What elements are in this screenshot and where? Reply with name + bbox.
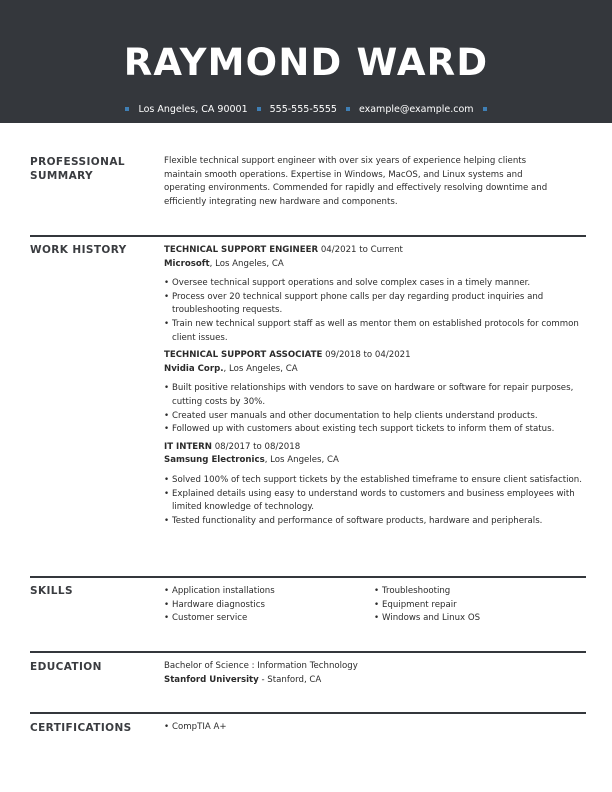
- summary-heading: [30, 155, 150, 183]
- skill-item: • Windows and Linux OS: [374, 612, 584, 626]
- work-heading: WORK HISTORY: [30, 244, 127, 256]
- education-location: - Stanford, CA: [258, 674, 322, 685]
- job-bullet: • Created user manuals and other documentation to help clients understand products.: [164, 410, 586, 424]
- job-bullet: • Solved 100% of tech support tickets by the established timeframe to ensure client satisfaction.: [164, 474, 586, 488]
- section-divider: [30, 712, 586, 714]
- education-school: Stanford University: [164, 674, 259, 685]
- job-location: , Los Angeles, CA: [209, 258, 284, 269]
- certifications-list: [164, 721, 586, 735]
- certification-item: • CompTIA A+: [164, 721, 586, 735]
- job-title: TECHNICAL SUPPORT ASSOCIATE: [164, 350, 323, 361]
- education-degree: Bachelor of Science : Information Technology: [164, 661, 358, 671]
- section-divider: [30, 576, 586, 578]
- job-employer: [164, 258, 586, 272]
- summary-line: Flexible technical support engineer with over six years of experience helping clients: [164, 156, 527, 166]
- job-bullet: • Built positive relationships with vendors to save on hardware or software for repair purposes, cutting costs by 30%.: [164, 382, 586, 409]
- job-company: Nvidia Corp.: [164, 363, 224, 374]
- job-bullets: [164, 277, 586, 345]
- section-divider: [30, 651, 586, 653]
- section-divider: [30, 235, 586, 237]
- job-title: IT INTERN: [164, 441, 212, 452]
- education-heading: EDUCATION: [30, 661, 102, 673]
- job-title: TECHNICAL SUPPORT ENGINEER: [164, 245, 319, 255]
- skills-list: [164, 585, 586, 626]
- certification-bullets: [164, 721, 586, 735]
- summary-line: maintain smooth operations. Expertise in Windows, MacOS, and Linux systems and: [164, 169, 523, 180]
- bullet-square-icon: [346, 107, 350, 111]
- summary-heading-line2: SUMMARY: [30, 170, 94, 182]
- bullet-square-icon: [483, 107, 487, 111]
- education-school-line: [164, 674, 586, 688]
- summary-line: efficiently integrating new hardware and components.: [164, 196, 398, 207]
- job-header: [164, 244, 586, 258]
- contact-phone: 555-555-5555: [269, 104, 337, 115]
- job-entry: [164, 349, 586, 437]
- job-entry: [164, 441, 586, 529]
- job-bullet: • Explained details using easy to understand words to customers and business employees with limited knowledge of technology.: [164, 488, 586, 515]
- contact-email[interactable]: example@example.com: [358, 104, 474, 115]
- job-dates: 09/2018 to 04/2021: [325, 350, 411, 361]
- bullet-square-icon: [257, 107, 261, 111]
- skill-item: • Customer service: [164, 612, 374, 626]
- job-employer: [164, 363, 586, 377]
- job-header: [164, 441, 586, 455]
- job-bullet: • Process over 20 technical support phone calls per day regarding product inquiries and troubleshooting requests.: [164, 291, 586, 318]
- job-bullet: • Oversee technical support operations and solve complex cases in a timely manner.: [164, 277, 586, 291]
- skill-item: • Application installations: [164, 585, 374, 599]
- job-bullets: [164, 474, 586, 528]
- job-employer: [164, 454, 586, 468]
- skills-column-left: [164, 585, 374, 626]
- bullet-square-icon: [125, 107, 129, 111]
- summary-text: [164, 155, 586, 209]
- job-company: Microsoft: [164, 258, 210, 269]
- header-band: [0, 0, 612, 123]
- job-bullet: • Followed up with customers about existing tech support tickets to inform them of status.: [164, 423, 586, 437]
- certifications-heading: CERTIFICATIONS: [30, 722, 132, 734]
- job-location: , Los Angeles, CA: [264, 455, 339, 466]
- skills-grid: [164, 585, 586, 626]
- job-company: Samsung Electronics: [164, 455, 265, 466]
- skill-item: • Troubleshooting: [374, 585, 584, 599]
- contact-line: [0, 103, 612, 117]
- contact-location: Los Angeles, CA 90001: [138, 104, 248, 115]
- job-dates: 08/2017 to 08/2018: [214, 441, 301, 452]
- skills-column-right: [374, 585, 584, 626]
- job-location: , Los Angeles, CA: [223, 363, 298, 374]
- candidate-name: RAYMOND WARD: [123, 41, 489, 84]
- skills-heading: SKILLS: [30, 585, 73, 597]
- skill-item: • Hardware diagnostics: [164, 599, 374, 613]
- work-list: [164, 244, 586, 532]
- job-entry: [164, 244, 586, 345]
- summary-heading-line1: PROFESSIONAL: [30, 156, 125, 168]
- job-bullet: • Tested functionality and performance of software products, hardware and peripherals.: [164, 515, 586, 529]
- education-entry: [164, 660, 586, 687]
- job-bullet: • Train new technical support staff as well as mentor them on established protocols for common client issues.: [164, 318, 586, 345]
- job-header: [164, 349, 586, 363]
- job-dates: 04/2021 to Current: [320, 245, 403, 255]
- job-bullets: [164, 382, 586, 436]
- summary-line: operating environments. Commended for rapidly and effectively resolving downtime and: [164, 183, 548, 194]
- skill-item: • Equipment repair: [374, 599, 584, 613]
